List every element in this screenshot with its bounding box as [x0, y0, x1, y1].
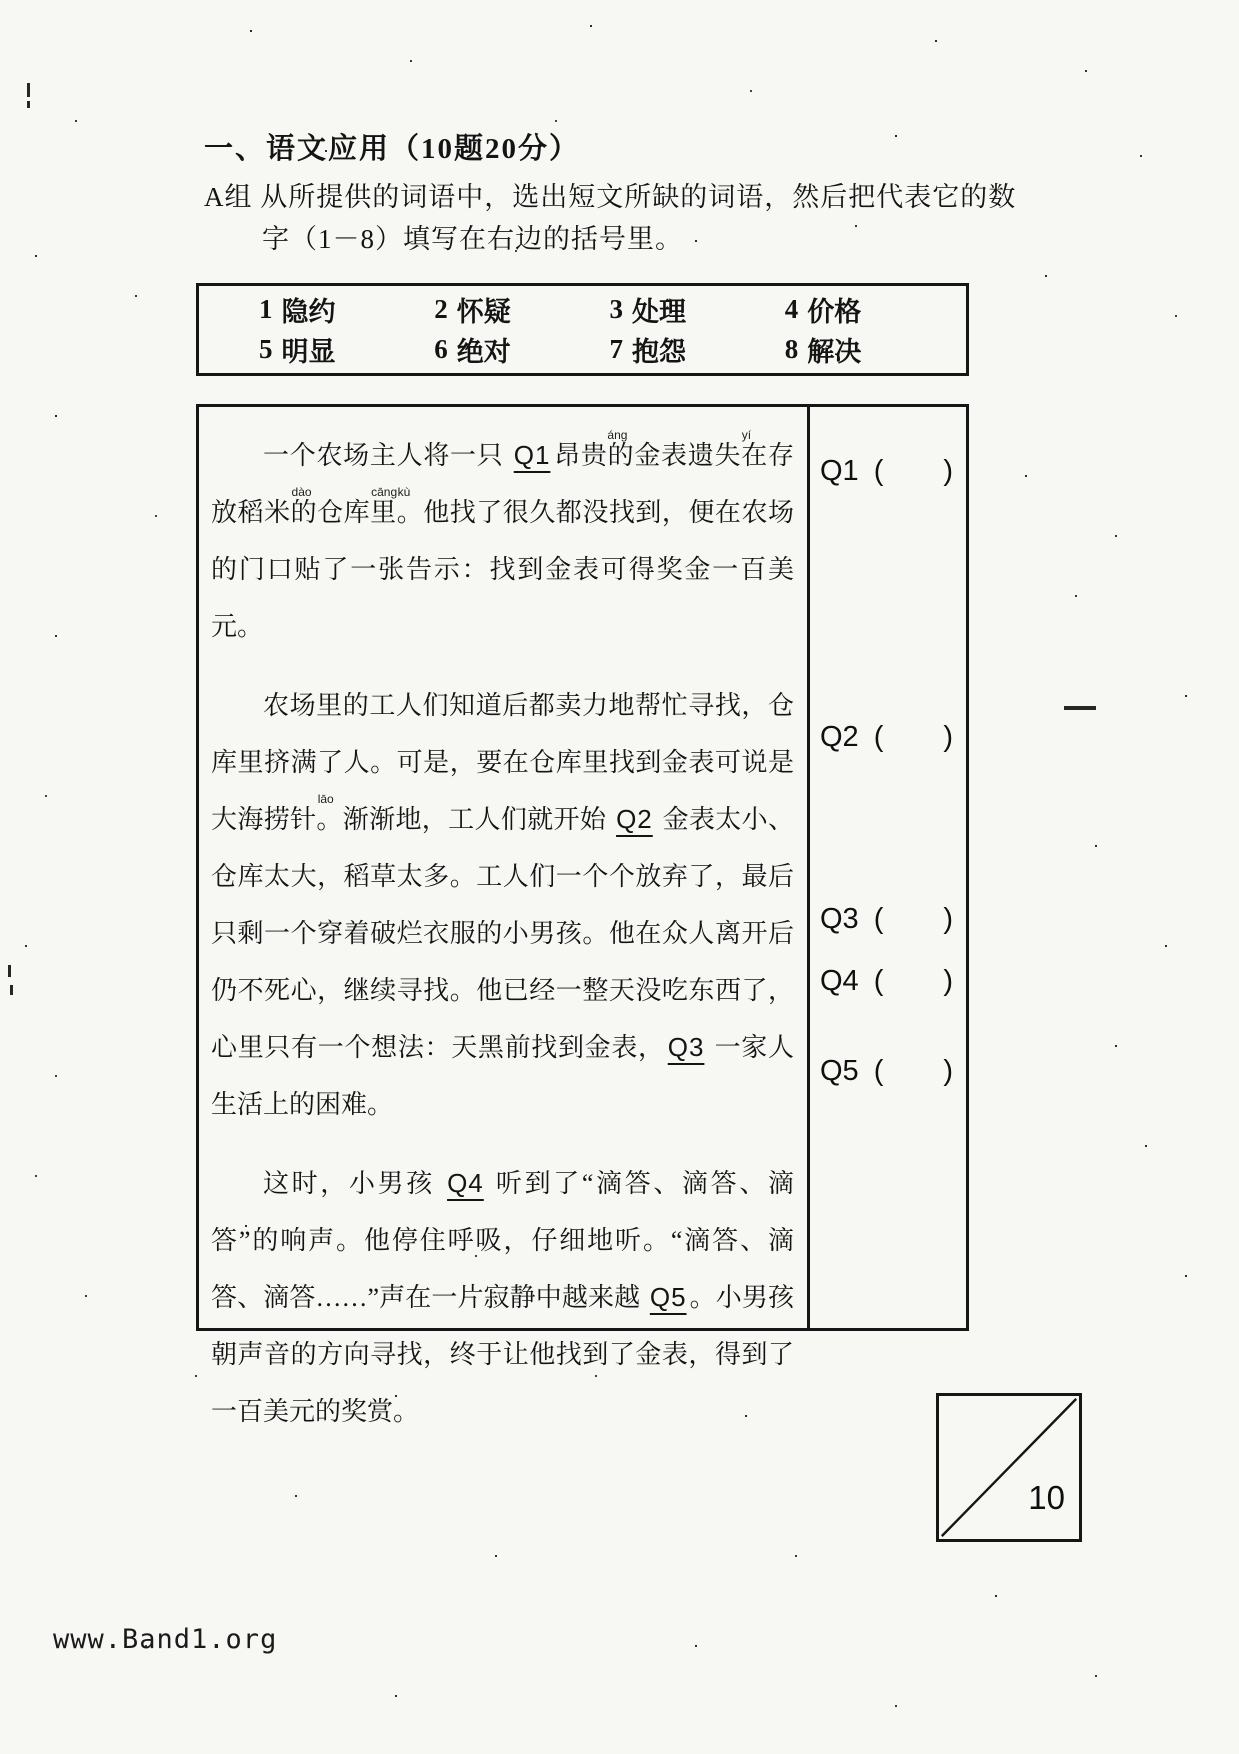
- scan-artifact: [1064, 706, 1096, 710]
- passage-char-with-pinyin: 捞 lāo: [263, 792, 334, 834]
- pinyin-annotation: kù: [397, 485, 411, 499]
- pinyin-annotation: lāo: [317, 792, 334, 806]
- score-diagonal-line: [939, 1396, 1079, 1539]
- word-text: 价格: [807, 297, 862, 328]
- paren-open: (: [873, 1055, 884, 1087]
- passage-run: 农场里的工人们知道后都卖力地帮忙寻找，仓库里挤满了人。可是，要在仓库里找到金表可说是大海: [211, 691, 794, 834]
- scan-artifact: [27, 83, 30, 97]
- word-number: 2: [434, 294, 448, 325]
- word-text: 隐约: [281, 297, 336, 328]
- word-number: 3: [609, 294, 623, 325]
- word-text: 明显: [281, 336, 336, 367]
- paren-open: (: [873, 965, 884, 997]
- paren-close: ): [943, 903, 953, 935]
- paren-close: ): [943, 1055, 953, 1087]
- passage-blank-q4: Q4: [447, 1168, 484, 1198]
- scan-artifact: [10, 985, 13, 995]
- answer-label: Q1: [820, 455, 859, 487]
- word-text: 处理: [632, 297, 686, 328]
- word-bank: [196, 283, 969, 376]
- passage-run: 一个农场主人将一只: [263, 441, 511, 470]
- passage-char-with-pinyin: 昂 áng: [553, 428, 628, 470]
- answer-item-q5: [820, 1055, 953, 1088]
- passage-char-with-pinyin: 稻 dào: [237, 485, 312, 527]
- word-bank-item-3: [610, 290, 785, 329]
- page-title: 一、语文应用（10题20分）: [204, 133, 581, 165]
- answer-item-q2: [820, 721, 953, 754]
- answer-item-q4: [820, 965, 953, 998]
- word-bank-item-7: [610, 330, 785, 369]
- scan-artifact: [8, 965, 11, 977]
- pinyin-annotation: yí: [741, 428, 752, 442]
- passage-run: 失在存放: [211, 441, 794, 527]
- paren-close: ): [943, 721, 953, 753]
- answer-label: Q4: [820, 965, 859, 997]
- answer-column: [807, 407, 966, 1328]
- word-text: 抱怨: [632, 336, 686, 367]
- passage-paragraph: [211, 677, 794, 1133]
- answer-item-q3: [820, 903, 953, 936]
- word-number: 5: [259, 333, 273, 364]
- paren-open: (: [873, 455, 884, 487]
- paren-open: (: [873, 721, 884, 753]
- instruction-line-1: A组 从所提供的词语中，选出短文所缺的词语，然后把代表它的数: [204, 182, 1017, 212]
- passage-run: 里。他找了很久都没找到，便在农场的门口贴了一张告示：找到金表可得奖金一百美元。: [211, 498, 794, 641]
- word-number: 6: [434, 333, 448, 364]
- instruction-line-2: 字（1－8）填写在右边的括号里。: [262, 224, 683, 254]
- word-number: 8: [784, 333, 799, 364]
- word-bank-item-1: [259, 290, 434, 329]
- passage-char-with-pinyin: 遗 yí: [687, 428, 752, 470]
- passage-blank-q3: Q3: [667, 1032, 705, 1062]
- watermark: www.Band1.org: [53, 1624, 278, 1655]
- word-text: 解决: [807, 336, 862, 367]
- paren-close: ): [943, 455, 953, 487]
- passage-run: 米的: [264, 498, 318, 527]
- answer-label: Q5: [820, 1055, 859, 1087]
- score-value: 10: [1028, 1479, 1065, 1516]
- passage-run: 针。渐渐地，工人们就开始: [290, 805, 614, 834]
- word-bank-item-5: [259, 330, 434, 369]
- paren-close: ): [943, 965, 953, 997]
- passage-char-with-pinyin: 库 kù: [343, 485, 411, 527]
- word-number: 4: [784, 294, 799, 325]
- score-box: [936, 1393, 1082, 1542]
- passage-run: 。小男孩朝声音的方向寻找，终于让他找到了金表，得到了一百美元的奖赏。: [211, 1283, 794, 1426]
- answer-label: Q2: [820, 721, 859, 753]
- passage-text: [199, 407, 807, 1426]
- word-bank-item-8: [785, 330, 960, 369]
- passage-paragraph: [211, 427, 794, 655]
- pinyin-annotation: áng: [607, 428, 628, 442]
- passage-run: 听到了“滴答、滴答、滴答”的响声。他停住呼吸，仔细地听。“滴答、滴答、滴答……”声在一片寂静中越来越: [211, 1169, 794, 1312]
- passage-blank-q1: Q1: [513, 440, 551, 470]
- passage-box: [196, 404, 969, 1426]
- pinyin-annotation: dào: [291, 485, 312, 499]
- word-bank-item-6: [434, 330, 609, 369]
- scan-artifact: [27, 101, 30, 108]
- word-text: 怀疑: [456, 297, 511, 328]
- passage-blank-q2: Q2: [616, 804, 653, 834]
- passage-run: 金表太小、仓库太大，稻草太多。工人们一个个放弃了，最后只剩一个穿着破烂衣服的小男孩。他在众人离开后仍不死心，继续寻找。他已经一整天没吃东西了，心里只有一个想法：天黑前找到金表，: [211, 805, 794, 1062]
- answer-label: Q3: [820, 903, 859, 935]
- word-text: 绝对: [456, 336, 511, 367]
- word-number: 1: [259, 294, 273, 325]
- passage-run: 一家人生活上的困难。: [211, 1033, 794, 1119]
- word-bank-item-4: [785, 290, 960, 329]
- passage-char-with-pinyin: 仓 cāng: [317, 485, 398, 527]
- answer-item-q1: [820, 455, 953, 488]
- passage-blank-q5: Q5: [649, 1282, 687, 1312]
- word-number: 7: [609, 333, 623, 364]
- paren-open: (: [873, 903, 884, 935]
- passage-run: 贵的金表: [580, 441, 688, 470]
- word-bank-item-2: [434, 290, 609, 329]
- passage-paragraph: [211, 1155, 794, 1440]
- passage-run: 这时，小男孩: [263, 1169, 445, 1198]
- pinyin-annotation: cāng: [371, 485, 398, 499]
